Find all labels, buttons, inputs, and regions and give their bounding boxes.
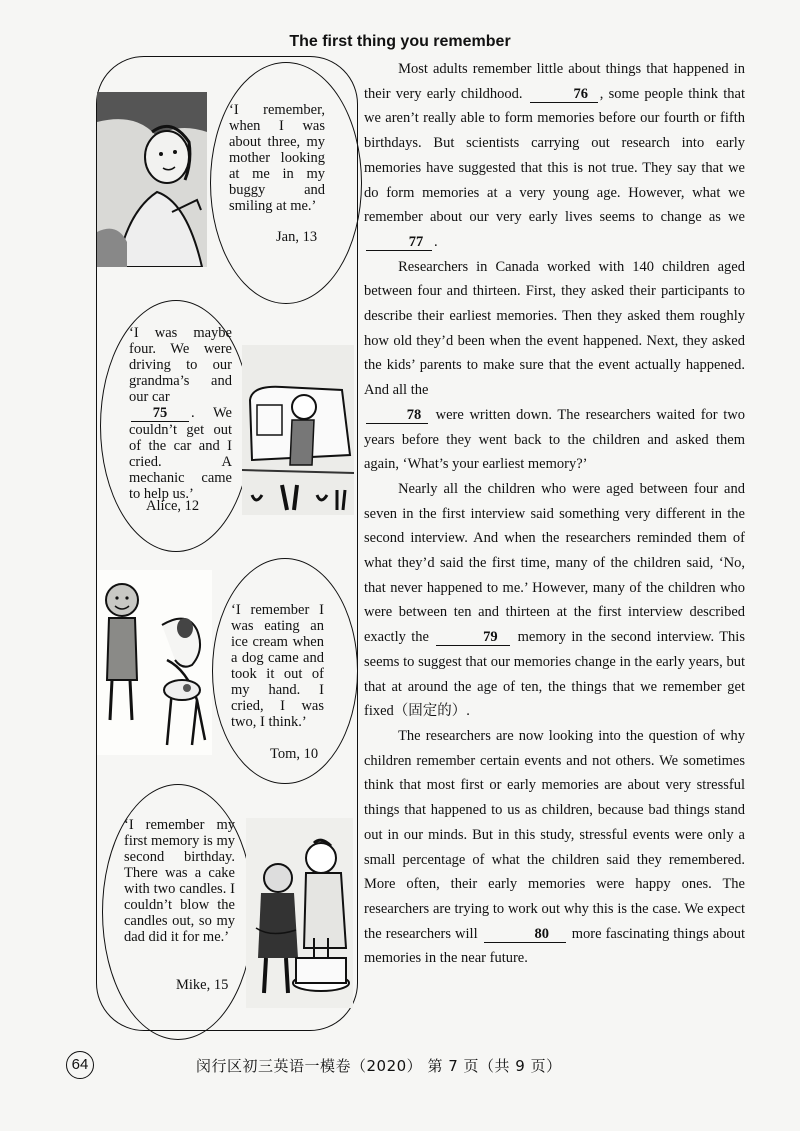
blank-75[interactable]: 75 bbox=[131, 406, 189, 422]
paragraph: Most adults remember little about things that happened in their very early childhood. 76 , some people think that we aren’t really able to form memories before our fourth or fifth birthdays. But scientists carrying out research into early memories have suggested that this is not true. They say that we do form memories at a very young age. However, what we remember about our very early lives seems to change as we 77 . bbox=[364, 61, 745, 250]
page-footer: 闵行区初三英语一模卷（2020） 第 7 页（共 9 页） bbox=[196, 1057, 562, 1075]
paragraph: The researchers are now looking into the question of why children remember certain events and not others. We sometimes think that most first or early memories are about very stressful things that happened to us as children, because bad things stand out in our minds. But in this study, stressful events were only a small percentage of what the children said they remembered. More often, their early memories were happy ones. The researchers are trying to work out why this is the case. We expect the researchers will 80 more fascinating things about memories in the near future. bbox=[364, 727, 745, 967]
blank-78[interactable]: 78 bbox=[366, 408, 428, 424]
blank-79[interactable]: 79 bbox=[436, 630, 510, 646]
article-body bbox=[364, 57, 745, 971]
quote-text: ‘I remember my first memory is my second birthday. There was a cake with two candles. I couldn’t blow the candles out, so my dad did it for me.’ bbox=[124, 817, 235, 945]
quote-signature: Tom, 10 bbox=[270, 746, 319, 762]
page-title: The first thing you remember bbox=[289, 33, 511, 50]
quote-text: ‘I was maybe four. We were driving to our grandma’s and our car 75 . We couldn’t get out of the car and I cried. A mechanic came to help us.’ bbox=[129, 325, 232, 502]
blank-80[interactable]: 80 bbox=[484, 927, 566, 943]
quote-text: ‘I remember, when I was about three, my mother looking at me in my buggy and smiling at me.’ bbox=[229, 102, 325, 214]
page-number: 64 bbox=[66, 1051, 94, 1079]
boy-and-dog-illustration bbox=[97, 570, 212, 755]
car-with-mechanic-illustration bbox=[242, 345, 354, 515]
blank-77[interactable]: 77 bbox=[366, 235, 432, 251]
quote-text: ‘I remember I was eating an ice cream when a dog came and took it out of my hand. I cried, I was two, I think.’ bbox=[231, 602, 324, 730]
quote-signature: Alice, 12 bbox=[146, 498, 200, 514]
woman-with-buggy-illustration bbox=[97, 92, 207, 267]
quote-signature: Mike, 15 bbox=[176, 977, 229, 993]
quote-signature: Jan, 13 bbox=[276, 229, 318, 245]
blank-76[interactable]: 76 bbox=[530, 87, 598, 103]
paragraph: Nearly all the children who were aged between four and seven in the first interview said something very different in the second interview. And when the researchers reminded them of what they’d said the first time, many of the children said, ‘No, that never happened to me.’ However, many of the children who were between ten and thirteen at the first interview described exactly the 79 memory in the second interview. This seems to suggest that our memories change in the early years, but that at around the age of ten, the things that we remember get fixed（固定的）. bbox=[364, 480, 745, 720]
birthday-cake-illustration bbox=[246, 818, 353, 1008]
paragraph: Researchers in Canada worked with 140 children aged between four and thirteen. First, they asked their participants to describe their earliest memories. Then they asked them roughly how old they’d been when the event happened. Next, they asked the kids’ parents to make sure that the event actually happened. And all the 78 were written down. The researchers waited for two years before they went back to the children and asked them again, ‘What’s your earliest memory?’ bbox=[364, 258, 745, 473]
